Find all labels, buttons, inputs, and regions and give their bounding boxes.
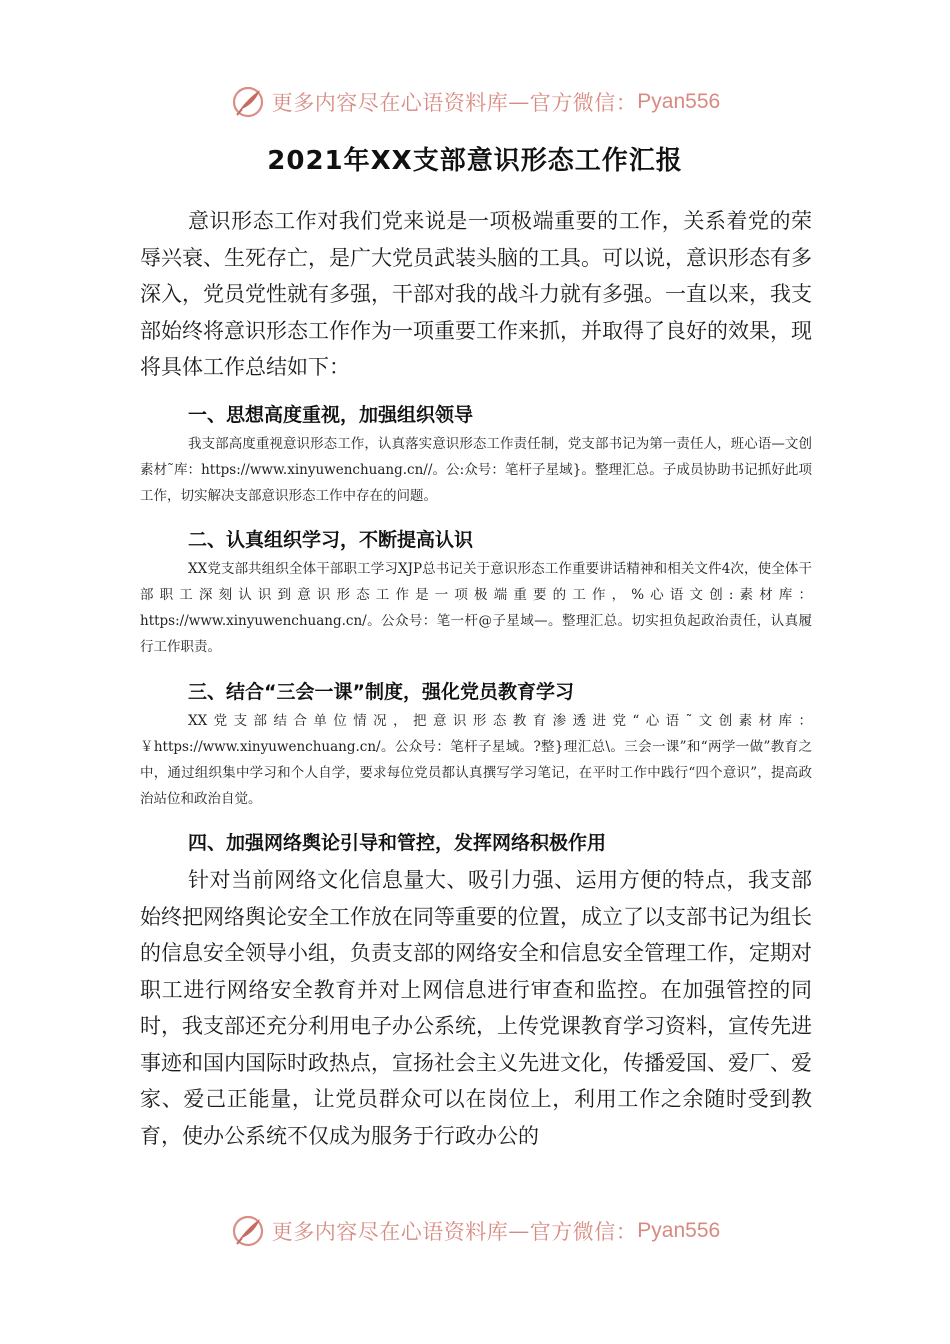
watermark-separator: — (508, 90, 530, 114)
watermark-label: 官方微信： (529, 1220, 638, 1244)
section-body-2: XX党支部共组织全体干部职工学习XJP总书记关于意识形态工作重要讲话精神和相关文件4次，使全体干部职工深刻认识到意识形态工作是一项极端重要的工作，%心语文创:素材库：https://www.xinyuwenchuang.cn/。公众号：笔一杆@子星域—。整理汇总。切实担负起政治责任，认真履行工作职责。 (140, 561, 812, 655)
quill-logo-icon (230, 1213, 266, 1249)
section-heading-4: 四、加强网络舆论引导和管控，发挥网络积极作用 (188, 832, 607, 854)
section-body-3: XX党支部结合单位情况，把意识形态教育渗透进党“心语˜文创素材库：￥https://www.xinyuwenchuang.cn/。公众号：笔杆子星域。?整}理汇总\。三会一课”和“两学一做”教育之中，通过组织集中学习和个人自学，要求每位党员都认真撰写学习笔记，在平时工作中践行“四个意识”，提高政治站位和政治自觉。 (140, 713, 812, 807)
quill-logo-icon (230, 84, 266, 120)
section-body-4: 针对当前网络文化信息量大、吸引力强、运用方便的特点，我支部始终把网络舆论安全工作放在同等重要的位置，成立了以支部书记为组长的信息安全领导小组，负责支部的网络安全和信息安全管理工作，定期对职工进行网络安全教育并对上网信息进行审查和监控。在加强管控的同时，我支部还充分利用电子办公系统，上传党课教育学习资料，宣传先进事迹和国内国际时政热点，宣扬社会主义先进文化，传播爱国、爱厂、爱家、爱己正能量，让党员群众可以在岗位上，利用工作之余随时受到教育，使办公系统不仅成为服务于行政办公的 (140, 868, 812, 1148)
intro-paragraph: 意识形态工作对我们党来说是一项极端重要的工作，关系着党的荣辱兴衰、生死存亡，是广大党员武装头脑的工具。可以说，意识形态有多深入，党员党性就有多强，干部对我的战斗力就有多强。一直以来，我支部始终将意识形态工作作为一项重要工作来抓，并取得了良好的效果，现将具体工作总结如下： (140, 209, 812, 379)
watermark-text: 更多内容尽在心语资料库 (271, 91, 509, 115)
section-body-1: 我支部高度重视意识形态工作，认真落实意识形态工作责任制，党支部书记为第一责任人，班心语—文创素材˜库：https://www.xinyuwenchuang.cn//。公:众号：笔杆子星域}。整理汇总。子成员协助书记抓好此项工作，切实解决支部意识形态工作中存在的问题。 (140, 436, 812, 504)
watermark-banner-bottom (0, 1211, 950, 1251)
document-title: 2021年XX支部意识形态工作汇报 (267, 146, 683, 176)
section-heading-3: 三、结合“三会一课”制度，强化党员教育学习 (188, 681, 574, 703)
watermark-id: Pyan556 (637, 90, 721, 113)
watermark-label: 官方微信： (529, 91, 638, 115)
section-heading-1: 一、思想高度重视，加强组织领导 (188, 404, 474, 426)
watermark-separator: — (508, 1219, 530, 1243)
section-heading-2: 二、认真组织学习，不断提高认识 (188, 529, 474, 551)
watermark-text: 更多内容尽在心语资料库 (271, 1220, 509, 1244)
watermark-banner-top (0, 82, 950, 122)
watermark-id: Pyan556 (637, 1219, 721, 1242)
